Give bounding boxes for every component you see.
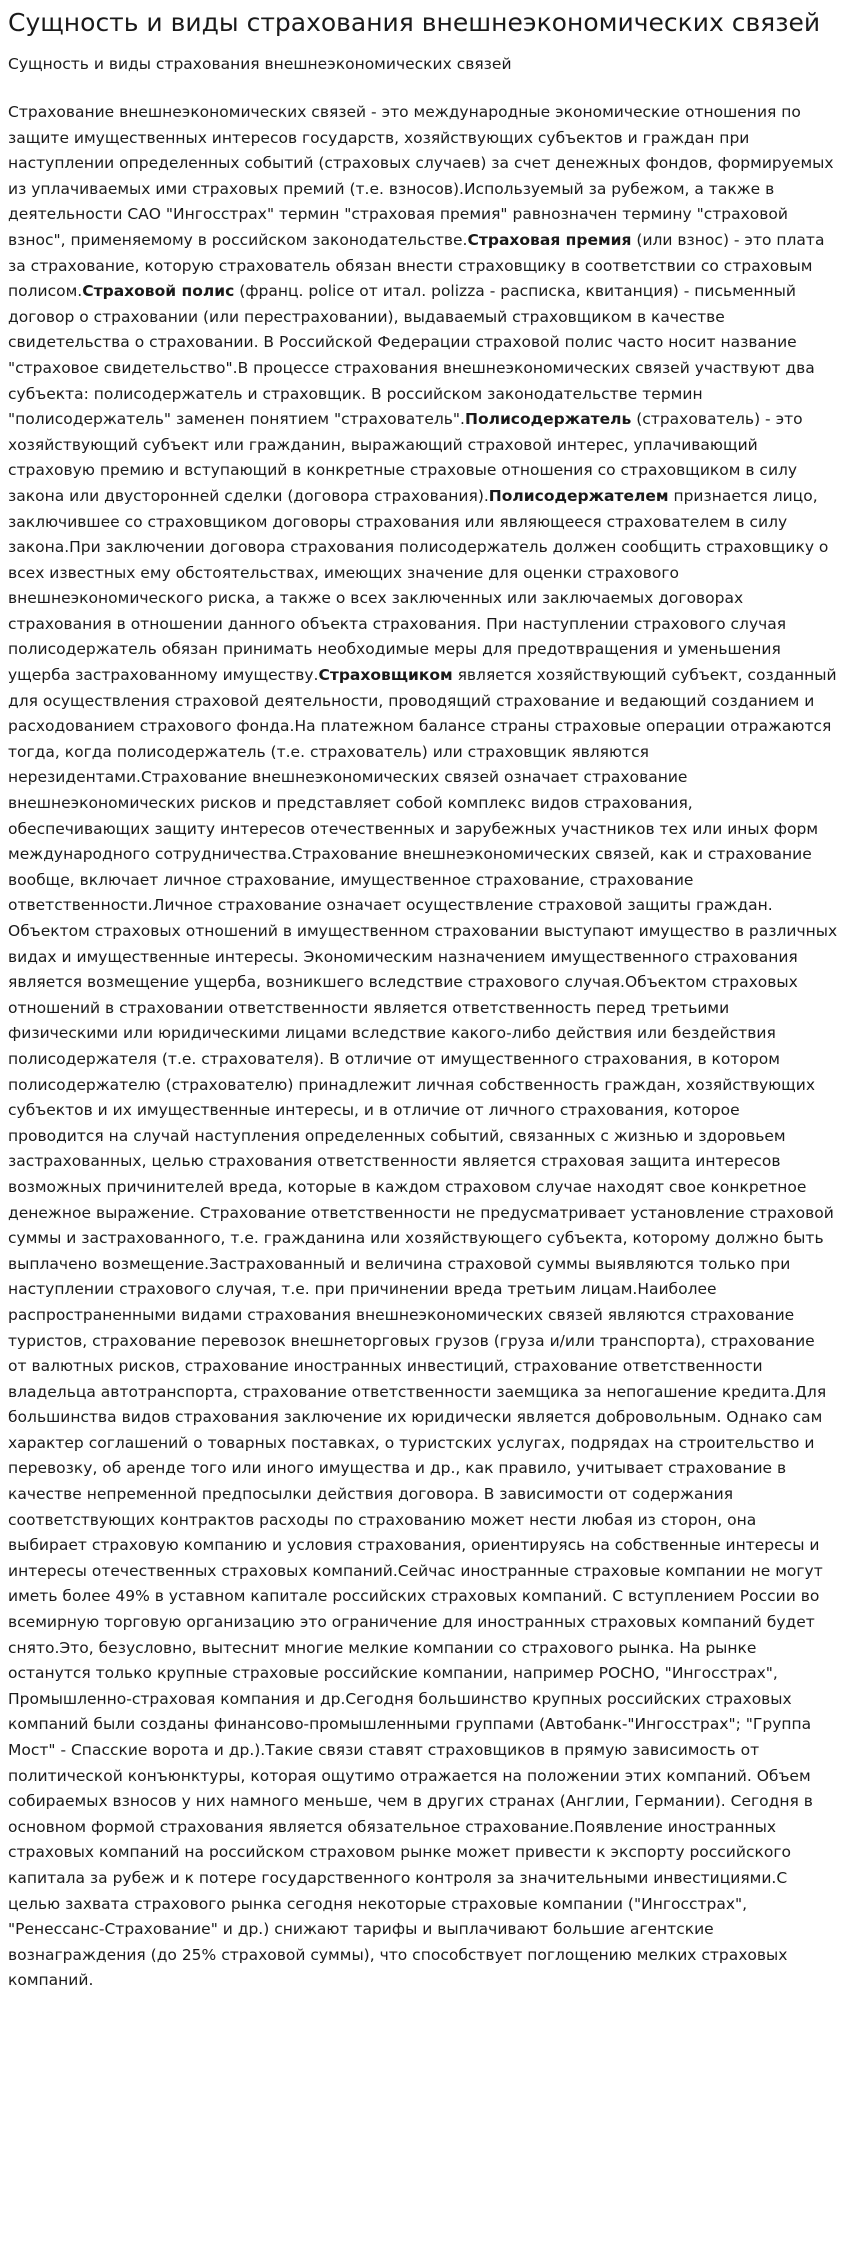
body-text-segment: (или взнос) - это плата за страхование, которую страхователь обязан внести страховщику в соответствии со страховым полисом. xyxy=(8,230,825,301)
bold-term: Страховой полис xyxy=(82,282,235,301)
body-text-segment: (страхователь) - это хозяйствующий субъект или гражданин, выражающий страховой интерес, уплачивающий страховую премию и вступающий в конкретные страховые отношения со страховщиком в силу закона или двусторонней сделки (договора страхования). xyxy=(8,410,803,505)
bold-term: Страховая премия xyxy=(467,230,632,249)
bold-term: Полисодержатель xyxy=(464,410,632,429)
article-subtitle: Сущность и виды страхования внешнеэкономических связей xyxy=(8,55,512,73)
body-text-segment: является хозяйствующий субъект, созданный для осуществления страховой деятельности, проводящий страхование и ведающий созданием и расходованием страхового фонда.На платежном балансе страны страховые операции отражаются тогда, когда полисодержатель (т.е. страхователь) или страховщик являются нерезидентами.Страхование внешнеэкономических связей означает страхование внешнеэкономических рисков и представляет собой комплекс видов страхования, обеспечивающих защиту интересов отечественных и зарубежных участников тех или иных форм международного сотрудничества.Страхование внешнеэкономических связей, как и страхование вообще, включает личное страхование, имущественное страхование, страхование ответственности.Личное страхование означает осуществление страховой защиты граждан. Объектом страховых отношений в имущественном страховании выступают имущество в различных видах и имущественные интересы. Экономическим назначением имущественного страхования является возмещение ущерба, возникшего вследствие страхового случая.Объектом страховых отношений в страховании ответственности является ответственность перед третьими физическими или юридическими лицами вследствие какого-либо действия или бездействия полисодержателя (т.е. страхователя). В отличие от имущественного страхования, в котором полисодержателю (страхователю) принадлежит личная собственность граждан, хозяйствующих субъектов и их имущественные интересы, и в отличие от личного страхования, которое проводится на случай наступления определенных событий, связанных с жизнью и здоровьем застрахованных, целью страхования ответственности является страховая защита интересов возможных причинителей вреда, которые в каждом страховом случае находят свое конкретное денежное выражение. Страхование ответственности не предусматривает установление страховой суммы и застрахованного, т.е. гражданина или хозяйствующего субъекта, которому должно быть выплачено возмещение.Застрахованный и величина страховой суммы выявляются только при наступлении страхового случая, т.е. при причинении вреда третьим лицам.Наиболее распространенными видами страхования внешнеэкономических связей являются страхование туристов, страхование перевозок внешнеторговых грузов (груза и/или транспорта), страхование от валютных рисков, страхование иностранных инвестиций, страхование ответственности владельца автотранспорта, страхование ответственности заемщика за непогашение кредита.Для большинства видов страхования заключение их юридически является добровольным. Однако сам характер соглашений о товарных поставках, о туристских услугах, подрядах на строительство и перевозку, об аренде того или иного имущества и др., как правило, учитывает страхование в качестве непременной предпосылки действия договора. В зависимости от содержания соответствующих контрактов расходы по страхованию может нести любая из сторон, она выбирает страховую компанию и условия страхования, ориентируясь на собственные интересы и интересы отечественных страховых компаний.Сейчас иностранные страховые компании не могут иметь более 49% в уставном капитале российских страховых компаний. С вступлением России во всемирную торговую организацию это ограничение для иностранных страховых компаний будет снято.Это, безусловно, вытеснит многие мелкие компании со страхового рынка. На рынке останутся только крупные страховые российские компании, например РОСНО, "Ингосстрах", Промышленно-страховая компания и др.Сегодня большинство крупных российских страховых компаний были созданы финансово-промышленными группами (Автобанк-"Ингосстрах"; "Группа Мост" - Спасские ворота и др.).Такие связи ставят страховщиков в прямую зависимость от политической конъюнктуры, которая ощутимо отражается на положении этих компаний. Объем собираемых взносов у них намного меньше, чем в других странах (Англии, Германии). Сегодня в основном формой страхования является обязательное страхование.Появление иностранных страховых компаний на российском страховом рынке может привести к экспорту российского капитала за рубеж и к потере государственного контроля за значительными инвестициями.С целью захвата страхового рынка сегодня некоторые страховые компании ("Ингосстрах", "Ренессанс-Страхование" и др.) снижают тарифы и выплачивают большие агентские вознаграждения (до 25% страховой суммы), что способствует поглощению мелких страховых компаний. xyxy=(8,666,838,1990)
page-title: Сущность и виды страхования внешнеэкономических связей xyxy=(8,8,821,37)
body-text-segment: Страхование внешнеэкономических связей - это международные экономические отношения по защите имущественных интересов государств, хозяйствующих субъектов и граждан при наступлении определенных событий (страховых случаев) за счет денежных фондов, формируемых из уплачиваемых ими страховых премий (т.е. взносов).Используемый за рубежом, а также в деятельности САО "Ингосстрах" термин "страховая премия" равнозначен термину "страховой взнос", применяемому в российском законодательстве. xyxy=(8,103,834,249)
bold-term: Полисодержателем xyxy=(488,486,669,505)
body-text-segment: (франц. police от итал. polizza - расписка, квитанция) - письменный договор о страховании (или перестраховании), выдаваемый страховщиком в качестве свидетельства о страховании. В Российской Федерации страховой полис часто носит название "страховое свидетельство".В процессе страхования внешнеэкономических связей участвуют два субъекта: полисодержатель и страховщик. В российском законодательстве термин "полисодержатель" заменен понятием "страхователь". xyxy=(8,282,815,429)
bold-term: Страховщиком xyxy=(318,666,453,685)
body-text-segment: признается лицо, заключившее со страховщиком договоры страхования или являющееся страхователем в силу закона.При заключении договора страхования полисодержатель должен сообщить страховщику о всех известных ему обстоятельствах, имеющих значение для оценки страхового внешнеэкономического риска, а также о всех заключенных или заключаемых договорах страхования в отношении данного объекта страхования. При наступлении страхового случая полисодержатель обязан принимать необходимые меры для предотвращения и уменьшения ущерба застрахованному имуществу. xyxy=(8,486,829,685)
article-body xyxy=(8,100,838,1994)
